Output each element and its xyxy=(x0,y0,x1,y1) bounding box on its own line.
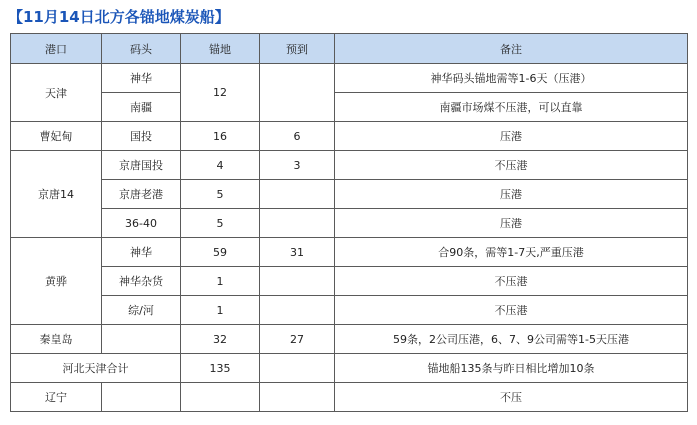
port-cell: 曹妃甸 xyxy=(11,122,102,151)
anchorage-cell: 1 xyxy=(181,296,260,325)
anchorage-cell: 1 xyxy=(181,267,260,296)
table-row xyxy=(11,354,688,383)
table-row xyxy=(11,122,688,151)
dock-cell: 神华杂货 xyxy=(102,267,181,296)
dock-cell: 神华 xyxy=(102,64,181,93)
table-row xyxy=(11,296,688,325)
table-row xyxy=(11,325,688,354)
anchorage-cell: 59 xyxy=(181,238,260,267)
dock-cell: 京唐国投 xyxy=(102,151,181,180)
expected-cell xyxy=(260,296,335,325)
table-row xyxy=(11,64,688,93)
port-cell: 辽宁 xyxy=(11,383,102,412)
expected-cell xyxy=(260,180,335,209)
table-row xyxy=(11,209,688,238)
dock-cell: 南疆 xyxy=(102,93,181,122)
remark-cell: 压港 xyxy=(335,122,688,151)
anchorage-cell: 16 xyxy=(181,122,260,151)
anchorage-cell: 4 xyxy=(181,151,260,180)
remark-cell: 合90条，需等1-7天,严重压港 xyxy=(335,238,688,267)
total-label-cell: 河北天津合计 xyxy=(11,354,181,383)
dock-cell xyxy=(102,325,181,354)
expected-cell xyxy=(260,354,335,383)
expected-cell xyxy=(260,383,335,412)
remark-cell: 不压港 xyxy=(335,151,688,180)
header-expected: 预到 xyxy=(260,34,335,64)
remark-cell: 压港 xyxy=(335,180,688,209)
remark-cell: 不压港 xyxy=(335,267,688,296)
table-row xyxy=(11,151,688,180)
expected-cell: 27 xyxy=(260,325,335,354)
dock-cell: 综/河 xyxy=(102,296,181,325)
table-row xyxy=(11,238,688,267)
anchorage-cell: 5 xyxy=(181,180,260,209)
dock-cell: 神华 xyxy=(102,238,181,267)
expected-cell xyxy=(260,64,335,122)
remark-cell: 不压 xyxy=(335,383,688,412)
coal-ship-table xyxy=(10,33,688,412)
port-cell: 天津 xyxy=(11,64,102,122)
page-title: 【11月14日北方各锚地煤炭船】 xyxy=(8,8,230,26)
header-port: 港口 xyxy=(11,34,102,64)
expected-cell: 3 xyxy=(260,151,335,180)
header-anchorage: 锚地 xyxy=(181,34,260,64)
table-row xyxy=(11,180,688,209)
dock-cell: 国投 xyxy=(102,122,181,151)
table-row xyxy=(11,267,688,296)
remark-cell: 南疆市场煤不压港，可以直靠 xyxy=(335,93,688,122)
remark-cell: 不压港 xyxy=(335,296,688,325)
expected-cell: 6 xyxy=(260,122,335,151)
remark-cell: 神华码头锚地需等1-6天（压港） xyxy=(335,64,688,93)
port-cell: 京唐14 xyxy=(11,151,102,238)
table-row xyxy=(11,383,688,412)
anchorage-cell: 32 xyxy=(181,325,260,354)
header-remark: 备注 xyxy=(335,34,688,64)
expected-cell: 31 xyxy=(260,238,335,267)
dock-cell: 京唐老港 xyxy=(102,180,181,209)
header-row xyxy=(11,34,688,64)
table-row xyxy=(11,93,688,122)
remark-cell: 锚地船135条与昨日相比增加10条 xyxy=(335,354,688,383)
expected-cell xyxy=(260,209,335,238)
anchorage-cell: 135 xyxy=(181,354,260,383)
anchorage-cell: 12 xyxy=(181,64,260,122)
dock-cell: 36-40 xyxy=(102,209,181,238)
port-cell: 秦皇岛 xyxy=(11,325,102,354)
header-dock: 码头 xyxy=(102,34,181,64)
remark-cell: 压港 xyxy=(335,209,688,238)
port-cell: 黄骅 xyxy=(11,238,102,325)
remark-cell: 59条，2公司压港，6、7、9公司需等1-5天压港 xyxy=(335,325,688,354)
dock-cell xyxy=(102,383,181,412)
expected-cell xyxy=(260,267,335,296)
anchorage-cell: 5 xyxy=(181,209,260,238)
anchorage-cell xyxy=(181,383,260,412)
